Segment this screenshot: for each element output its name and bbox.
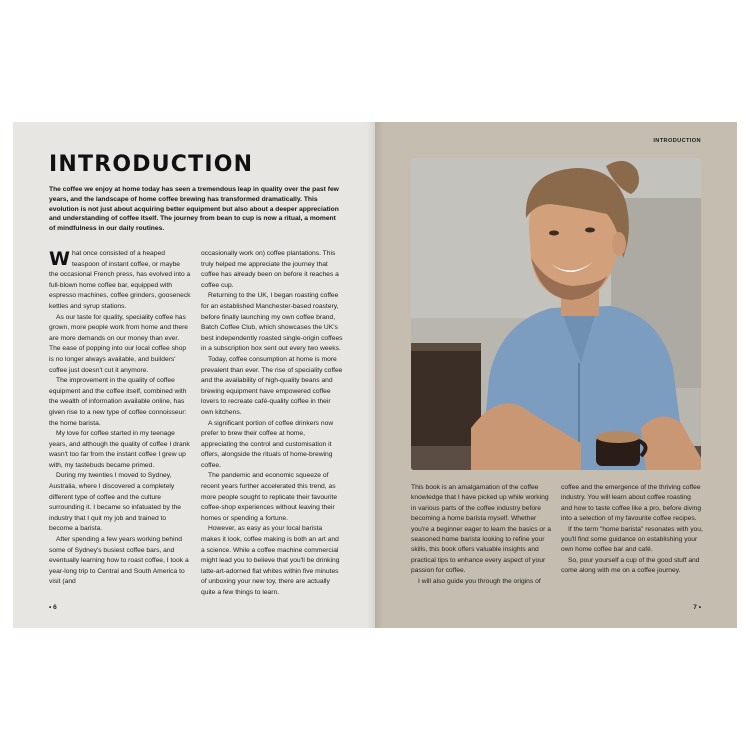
left-column-1 (49, 249, 191, 588)
left-page (13, 122, 375, 628)
body-paragraph: My love for coffee started in my teenage years, and although the quality of coffee I drank wasn't too far from the instant coffee I grew up with, my tastebuds became primed. (49, 430, 190, 469)
drop-cap: W (49, 248, 70, 270)
body-paragraph: The pandemic and economic squeeze of recent years further accelerated this trend, as more people sought to replicate their favourite coffee-shop experiences without leaving their homes or spending a fortune. (201, 472, 338, 522)
body-paragraph: During my twenties I moved to Sydney, Australia, where I discovered a completely different type of coffee and the culture surrounding it. I became so infatuated by the industry that I quit my job and trained to become a barista. (49, 472, 181, 533)
body-paragraph: Today, coffee consumption at home is more prevalent than ever. The rise of speciality coffee and the availability of high-quality beans and brewing equipment have empowered coffee lovers to recreate café-quality coffee in their own kitchens. (201, 355, 343, 416)
left-column-2 (201, 249, 343, 599)
body-paragraph: So, pour yourself a cup of the good stuff and come along with me on a coffee journey. (561, 556, 700, 575)
page-title: INTRODUCTION (49, 152, 254, 177)
body-paragraph: However, as easy as your local barista makes it look, coffee making is both an art and a science. While a coffee machine commercial might lead you to believe that you'll be drinking latte-art-adorned flat whites within five minutes of unboxing your new toy, there are actually quite a few things to learn. (201, 525, 340, 596)
portrait-photo (411, 158, 701, 470)
page-number-right: 7 • (693, 604, 701, 611)
body-paragraph: This book is an amalgamation of the coffee knowledge that I have picked up while working in various parts of the coffee industry before becoming a home barista myself. Whether you're a beginner eager to learn the basics or a seasoned home barista looking to refine your skills, this book offers valuable insights and practical tips to enhance every aspect of your passion for coffee. (411, 484, 551, 575)
body-paragraph: Returning to the UK, I began roasting coffee for an established Manchester-based roastery, before finally launching my own coffee brand, Batch Coffee Club, which showcases the UK's best independently roasted single-origin coffees in a subscription box sent out every two weeks. (201, 292, 343, 353)
body-paragraph: The improvement in the quality of coffee equipment and the coffee itself, combined with the wealth of information available online, has given rise to a new type of coffee connoisseur: the home barista. (49, 377, 187, 427)
book-gutter (367, 122, 383, 628)
right-page (375, 122, 737, 628)
body-paragraph: As our taste for quality, speciality coffee has grown, more people work from home and there are more demands on our money than ever. The ease of popping into our local coffee shop is no longer always available, and builders' coffee just doesn't cut it anymore. (49, 313, 189, 374)
body-paragraph: I will also guide you through the origins of (418, 577, 541, 585)
intro-paragraph: The coffee we enjoy at home today has seen a tremendous leap in quality over the past few years, and the landscape of home coffee brewing has transformed dramatically. This evolution is not just about acquiring better equipment but also about a deeper appreciation and understanding of coffee itself. The journey from bean to cup is now a ritual, a moment of mindfulness in our daily routines. (49, 186, 339, 233)
right-column-1 (411, 483, 553, 587)
right-column-2 (561, 483, 703, 577)
body-paragraph: What once consisted of a heaped teaspoon of instant coffee, or maybe the occasional French press, has evolved into a full-blown home coffee bar, equipped with espresso machines, coffee grinders, gooseneck kettles and syrup stations. (49, 248, 191, 310)
book-spread (13, 122, 737, 628)
body-paragraph: coffee and the emergence of the thriving coffee industry. You will learn about coffee roasting and how to taste coffee like a pro, before diving into a selection of my favourite coffee recipes. (561, 484, 702, 523)
running-head: INTRODUCTION (653, 138, 701, 144)
body-paragraph: occasionally work on) coffee plantations. This truly helped me appreciate the journey that coffee has already been on before it reaches a coffee cup. (201, 250, 339, 289)
portrait-illustration (411, 158, 701, 470)
body-paragraph: If the term "home barista" resonates with you, you'll find some guidance on establishing your own home coffee bar and café. (561, 525, 703, 554)
body-paragraph: After spending a few years working behind some of Sydney's busiest coffee bars, and eventually learning how to roast coffee, I took a year-long trip to Central and South America to visit (and (49, 536, 189, 586)
body-paragraph: A significant portion of coffee drinkers now prefer to brew their coffee at home, appreciating the control and customisation it offers, alongside the rituals of home-brewing coffee. (201, 419, 334, 469)
page-number-left: • 6 (49, 604, 57, 611)
